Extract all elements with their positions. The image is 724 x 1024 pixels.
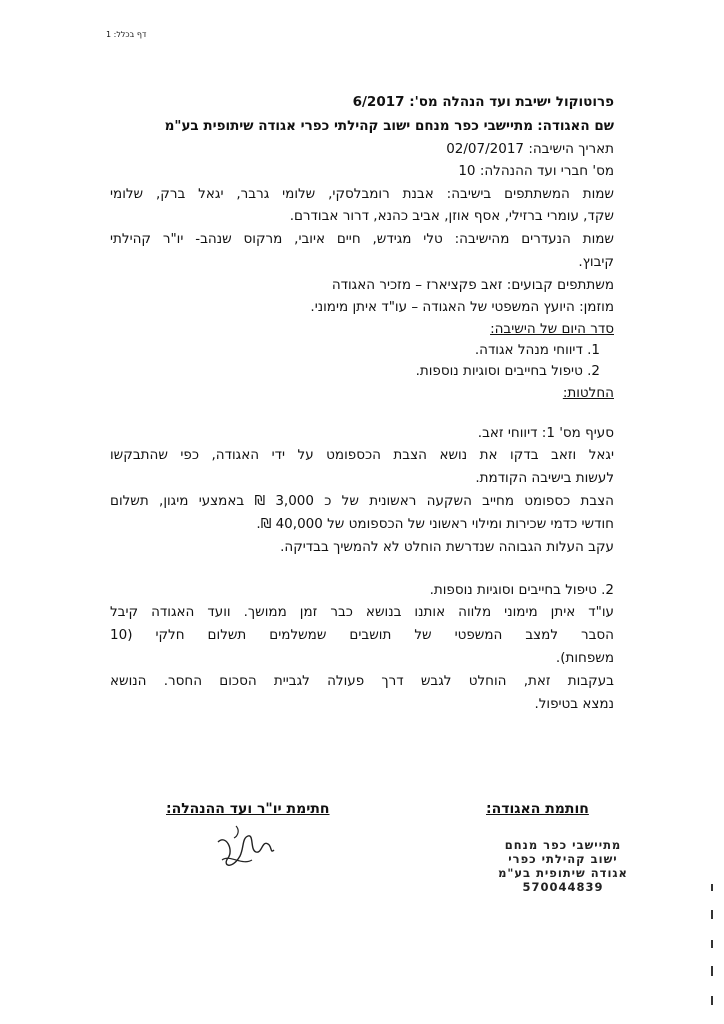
association-stamp bbox=[498, 838, 628, 894]
absent-names-1: טלי מגידש, חיים איובי, מרקוס שנהב- יו"ר קהילתי bbox=[110, 231, 443, 247]
section1-paragraph2-line2: חודשי כדמי שכירות ומילוי ראשוני של הכספומט של 40,000 ₪. bbox=[256, 516, 614, 532]
association-seal-label: חותמת האגודה: bbox=[486, 801, 589, 817]
section1-paragraph1-line2: לעשות בישיבה הקודמת. bbox=[475, 470, 614, 486]
scan-edge-mark bbox=[711, 966, 713, 976]
participants-line-2: שקד, עומרי ברזילי, אסף אוזן, אביב כהנא, דרור אבודרם. bbox=[289, 208, 614, 224]
meeting-date-line bbox=[446, 140, 614, 158]
scan-edge-mark bbox=[711, 996, 713, 1005]
section1-paragraph3: עקב העלות הגבוהה שנדרשת הוחלט לא להמשיך בבדיקה. bbox=[280, 539, 614, 555]
members-count: 10 bbox=[458, 163, 476, 179]
absent-label: שמות הנעדרים מהישיבה: bbox=[454, 231, 614, 247]
members-count-line bbox=[458, 162, 614, 180]
members-count-label: מס' חברי ועד ההנהלה: bbox=[479, 163, 614, 179]
invited-line bbox=[310, 298, 614, 316]
invited-label: מוזמן: bbox=[579, 299, 614, 315]
agenda-item-2: 2. טיפול בחייבים וסוגיות נוספות. bbox=[415, 363, 600, 379]
absent-line-2: קיבוץ. bbox=[578, 254, 614, 270]
section2-paragraph1-line2: הסבר למצב המשפטי של תושבים שמשלמים תשלום חלקי (10 bbox=[110, 627, 614, 643]
section2-paragraph1-line3: משפחות). bbox=[555, 650, 614, 666]
stamp-line: 570044839 bbox=[522, 880, 604, 894]
agenda-title: סדר היום של הישיבה: bbox=[490, 321, 614, 337]
participants-names-1: אבנת רומבלסקי, שלומי גרבר, יגאל ברק, שלומי bbox=[110, 186, 434, 202]
meeting-date-label: תאריך הישיבה: bbox=[528, 141, 614, 157]
section1-paragraph2-line1: הצבת כספומט מחייב השקעה ראשונית של כ 3,000 ₪ באמצעי מיגון, תשלום bbox=[110, 493, 614, 509]
section2-paragraph2-line2: נמצא בטיפול. bbox=[534, 696, 614, 712]
participants-label: שמות המשתתפים בישיבה: bbox=[446, 186, 614, 202]
page-note: דף בכלל: 1 bbox=[106, 30, 147, 39]
permanent-label: משתתפים קבועים: bbox=[506, 277, 614, 293]
decisions-title: החלטות: bbox=[562, 385, 614, 401]
participants-line-1 bbox=[110, 185, 614, 203]
chairman-signature-label: חתימת יו"ר ועד ההנהלה: bbox=[166, 801, 330, 817]
section1-paragraph1-line1: יגאל וזאב בדקו את נושא הצבת הכספומט על ידי האגודה, כפי שהתבקשו bbox=[110, 447, 614, 463]
section2-paragraph2-line1: בעקבות זאת, הוחלט לגבש דרך פעולה לגביית הסכום החסר. הנושא bbox=[110, 673, 614, 689]
agenda-item-1: 1. דיווחי מנהל אגודה. bbox=[474, 342, 600, 358]
protocol-title: פרוטוקול ישיבת ועד הנהלה מס': 6/2017 bbox=[352, 94, 614, 110]
absent-line-1 bbox=[110, 230, 614, 248]
stamp-line: אגודה שיתופית בע"מ bbox=[498, 866, 628, 880]
association-name: מתיישבי כפר מנחם ישוב קהילתי כפרי אגודה שיתופית בע"מ bbox=[164, 118, 533, 134]
stamp-line: מתיישבי כפר מנחם bbox=[504, 838, 622, 852]
association-name-line bbox=[165, 117, 614, 135]
chairman-signature bbox=[212, 820, 276, 878]
section2-title: 2. טיפול בחייבים וסוגיות נוספות. bbox=[429, 582, 614, 598]
permanent-participant: זאב פקציארז – מזכיר האגודה bbox=[331, 277, 503, 293]
invited-guest: היועץ המשפטי של האגודה – עו"ד איתן מימוני. bbox=[310, 299, 575, 315]
scan-edge-mark bbox=[711, 940, 713, 948]
section2-paragraph1-line1: עו"ד איתן מימוני מלווה אותנו בנושא כבר זמן ממושך. וועד האגודה קיבל bbox=[110, 604, 614, 620]
meeting-date: 02/07/2017 bbox=[446, 141, 525, 157]
scan-edge-mark bbox=[711, 884, 713, 891]
association-name-label: שם האגודה: bbox=[537, 118, 614, 134]
scan-edge-mark bbox=[711, 910, 713, 919]
stamp-line: ישוב קהילתי כפרי bbox=[508, 852, 618, 866]
section1-title: סעיף מס' 1: דיווחי זאב. bbox=[477, 425, 614, 441]
permanent-line bbox=[332, 276, 614, 294]
